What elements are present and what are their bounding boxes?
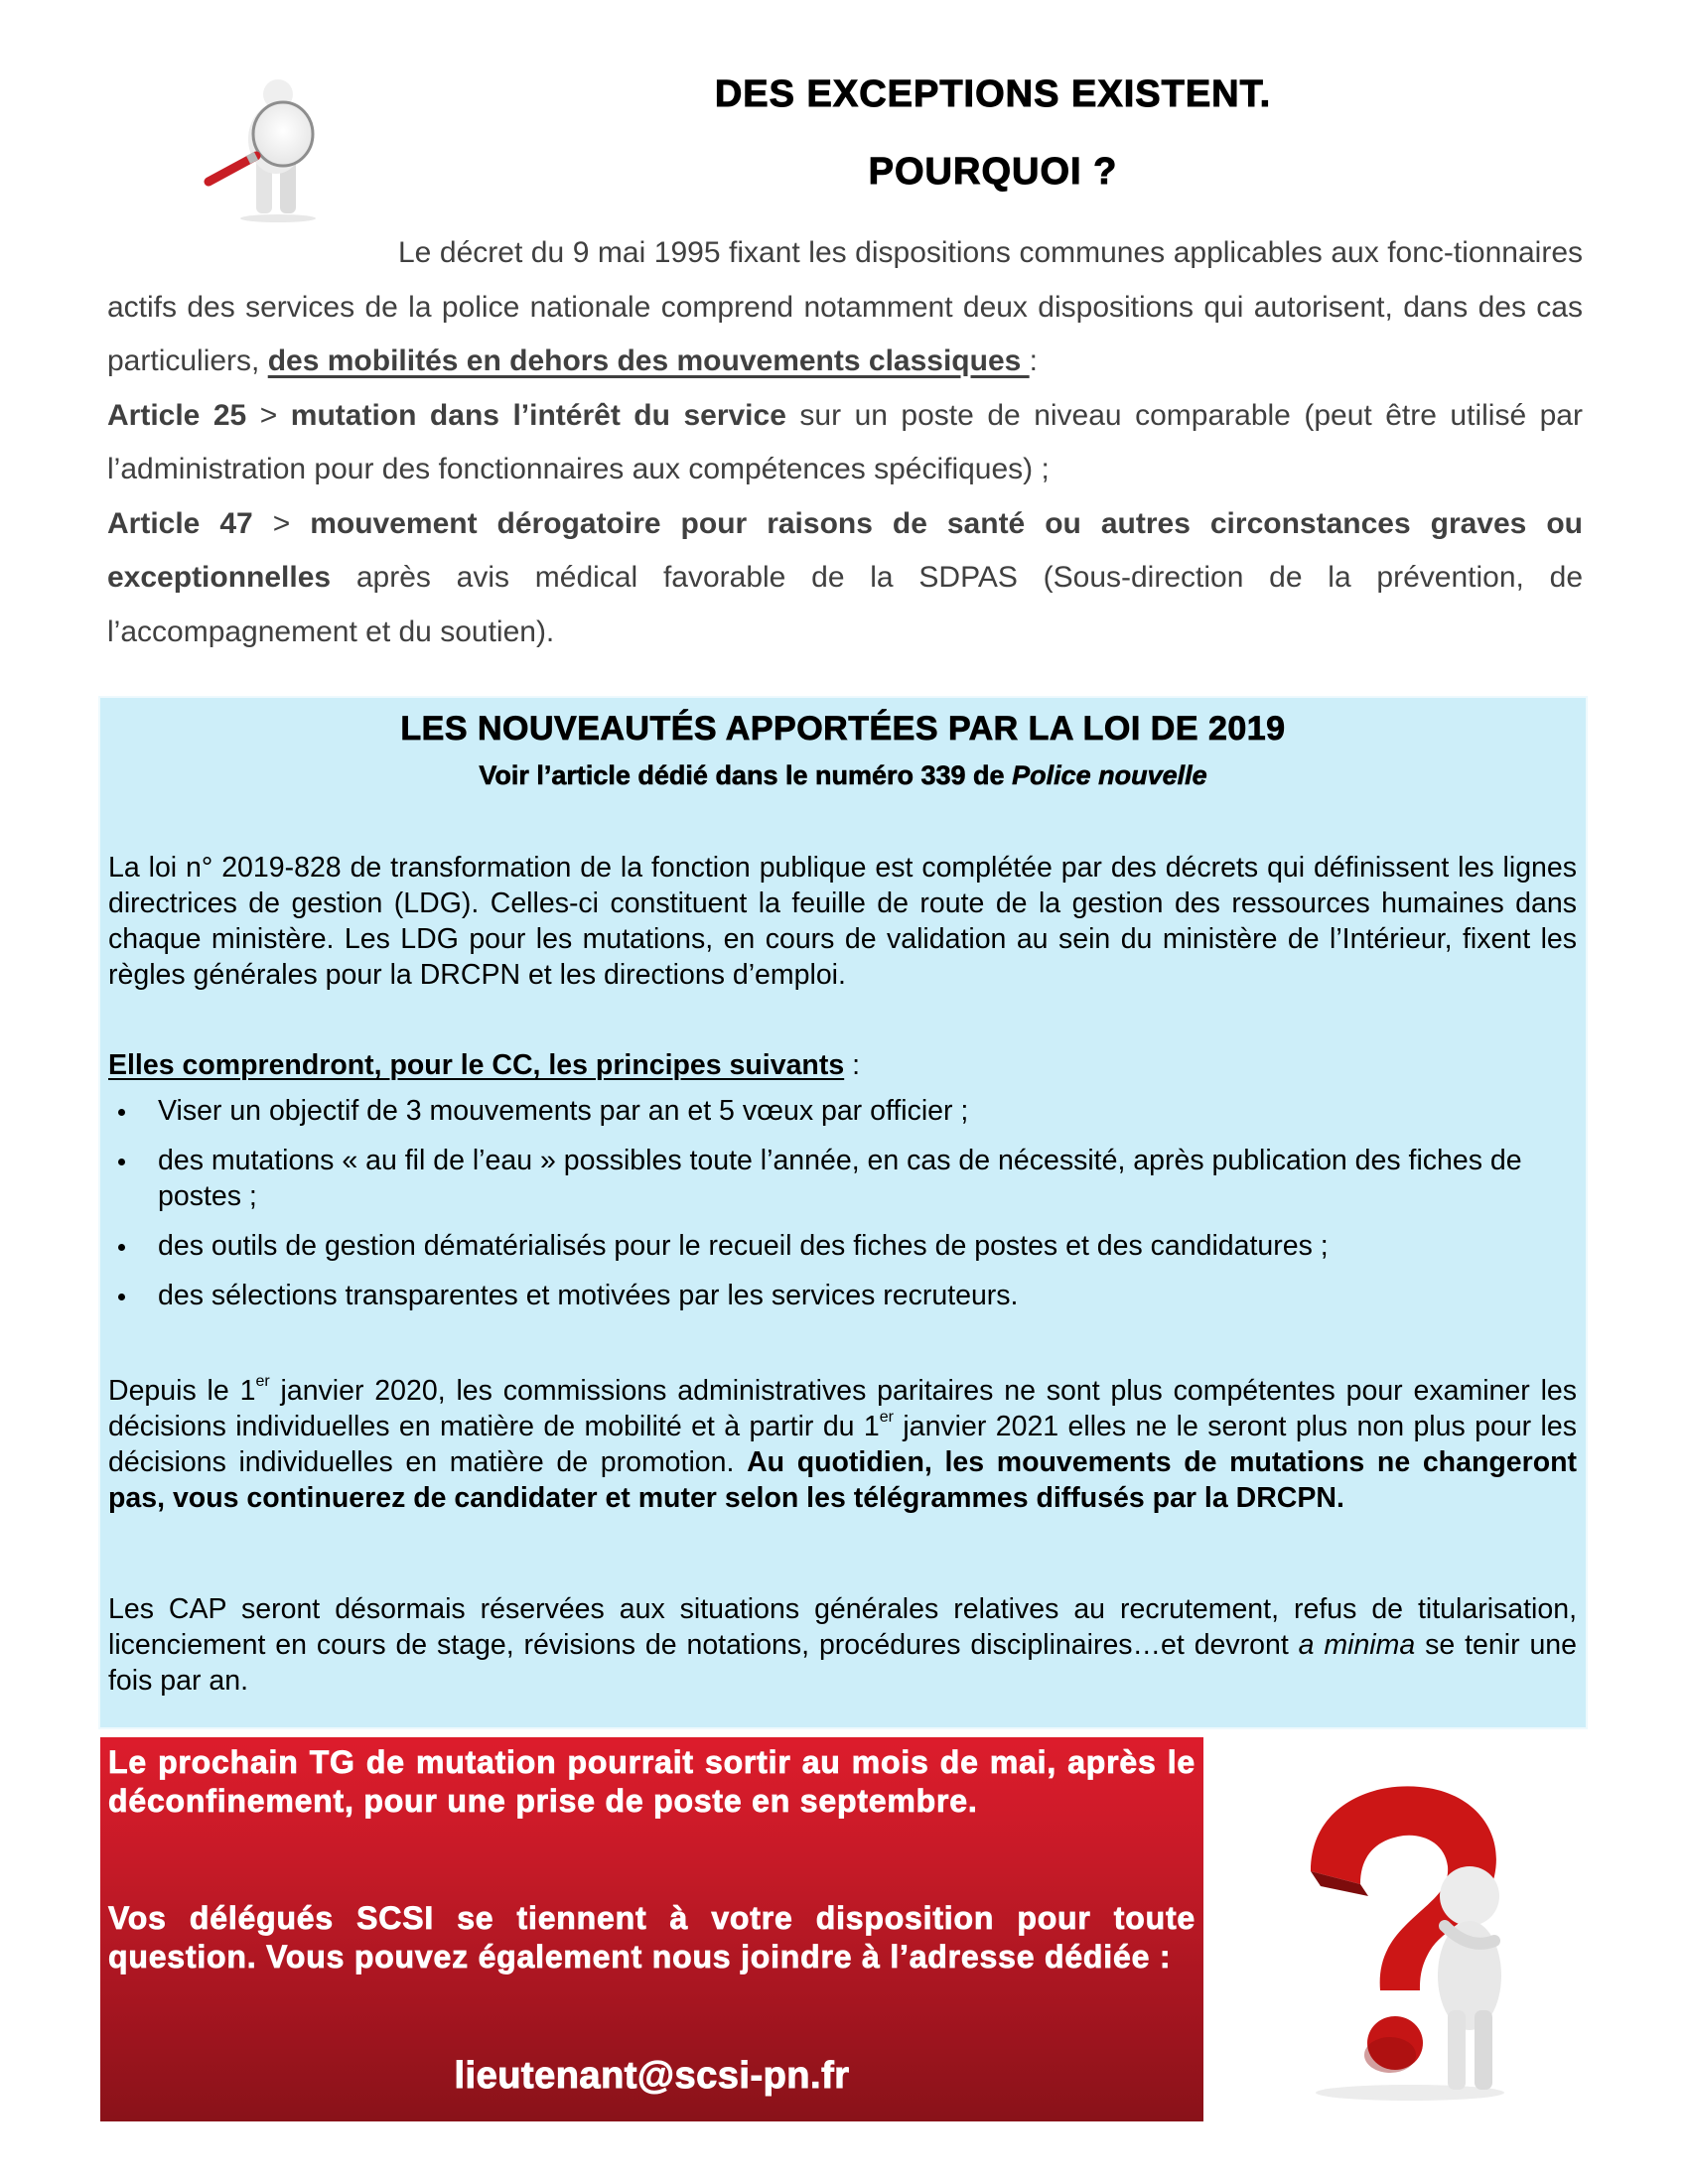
principles-heading: Elles comprendront, pour le CC, les principes suivants: [108, 1049, 845, 1081]
contact-email-link[interactable]: lieutenant@scsi-pn.fr: [454, 2055, 850, 2097]
italic-text: a minima: [1298, 1629, 1416, 1661]
intro-paragraph: [107, 226, 1583, 389]
callout-announcement: [108, 1743, 1196, 1821]
subtitle-text: Voir l’article dédié dans le numéro 339 de: [479, 760, 1013, 790]
arrow-icon: >: [252, 506, 311, 540]
article-47: [107, 497, 1583, 660]
article-47-text: après avis médical favorable de la SDPAS (Sous-direction de la prévention, de l’accompagnement et du soutien).: [107, 561, 1583, 648]
principles-list: [108, 1093, 1577, 1313]
news-paragraph-cap-scope: [108, 1591, 1577, 1699]
question-mark-figure-icon: [1281, 1777, 1529, 2105]
list-item-text: des mutations « au fil de l’eau » possibles toute l’année, en cas de nécessité, après publication des fiches de postes ;: [158, 1145, 1522, 1212]
intro-colon: :: [1029, 344, 1038, 377]
article-25-title: mutation dans l’intérêt du service: [290, 398, 786, 432]
news-paragraph-ldg: [108, 850, 1577, 993]
bullet-icon: [118, 1159, 125, 1165]
list-item-text: des outils de gestion dématérialisés pour le recueil des fiches de postes et des candidatures ;: [158, 1230, 1329, 1262]
news-box-subtitle: [100, 760, 1586, 791]
news-box: [100, 698, 1586, 1727]
principles-section: [108, 1047, 1577, 1327]
text-fragment: Les CAP seront désormais réservées aux situations générales relatives au recrutement, refus de titularisation, licenciement en cours de stage, révisions de notations, procédures disciplinaires…et devront: [108, 1593, 1577, 1661]
superscript: er: [879, 1409, 894, 1426]
article-47-label: Article 47: [107, 506, 253, 540]
contact-callout: [100, 1737, 1203, 2121]
text-fragment: janvier 2021 elles ne le seront plus non plus pour les décisions individuelles en matière de promotion.: [108, 1411, 1577, 1478]
list-item-text: des sélections transparentes et motivées par les services recruteurs.: [158, 1280, 1019, 1311]
news-paragraph-text: [108, 1591, 1577, 1699]
list-item: [108, 1143, 1577, 1214]
bullet-icon: [118, 1294, 125, 1300]
magnifying-glass-figure-icon: [199, 74, 348, 223]
callout-text: Vos délégués SCSI se tiennent à votre disposition pour toute question. Vous pouvez également nous joindre à l’adresse dédiée :: [108, 1900, 1196, 1975]
article-25: [107, 389, 1583, 497]
news-paragraph-text: [108, 1373, 1577, 1516]
news-box-title: LES NOUVEAUTÉS APPORTÉES PAR LA LOI DE 2019: [400, 710, 1286, 748]
intro-emphasis: des mobilités en dehors des mouvements classiques: [267, 344, 1030, 377]
text-fragment: janvier 2020, les commissions administratives paritaires ne sont plus compétentes pour examiner les décisions individuelles en matière de mobilité et à partir du 1: [108, 1375, 1577, 1442]
intro-text: Le décret du 9 mai 1995 fixant les dispositions communes applicables aux fonc-tionnaires actifs des services de la police nationale comprend notamment deux dispositions qui autorisent, dans des cas particuliers,: [107, 236, 1583, 377]
list-item: [108, 1278, 1577, 1313]
arrow-icon: >: [246, 398, 291, 432]
superscript: er: [255, 1373, 270, 1390]
article-47-title: mouvement dérogatoire pour raisons de santé ou autres circonstances graves ou exceptionnelles: [107, 506, 1583, 594]
emphasis-text: Au quotidien, les mouvements de mutations ne changeront pas, vous continuerez de candidater et muter selon les télégrammes diffusés par la DRCPN.: [108, 1446, 1578, 1514]
article-25-text: sur un poste de niveau comparable (peut être utilisé par l’administration pour des fonctionnaires aux compétences spécifiques) ;: [107, 398, 1583, 485]
news-paragraph-text: La loi n° 2019-828 de transformation de la fonction publique est complétée par des décrets qui définissent les lignes directrices de gestion (LDG). Celles-ci constituent la feuille de route de la gestion des ressources humaines dans chaque ministère. Les LDG pour les mutations, en cours de validation au sein du ministère de l’Intérieur, fixent les règles générales pour la DRCPN et les directions d’emploi.: [108, 852, 1577, 991]
callout-contact-info: [108, 1899, 1196, 1977]
intro-section: [107, 226, 1583, 659]
text-fragment: Depuis le 1: [108, 1375, 256, 1407]
news-paragraph-cap-2020: [108, 1373, 1577, 1516]
page-title-line1: DES EXCEPTIONS EXISTENT.: [714, 73, 1272, 115]
bullet-icon: [118, 1109, 125, 1116]
callout-text: Le prochain TG de mutation pourrait sortir au mois de mai, après le déconfinement, pour une prise de poste en septembre.: [108, 1744, 1196, 1819]
article-25-label: Article 25: [107, 398, 247, 432]
publication-name: Police nouvelle: [1012, 760, 1207, 790]
text-fragment: se tenir une fois par an.: [108, 1629, 1577, 1697]
list-item: [108, 1228, 1577, 1264]
principles-lead: [108, 1047, 1577, 1083]
list-item-text: Viser un objectif de 3 mouvements par an et 5 vœux par officier ;: [158, 1095, 969, 1127]
principles-colon: :: [844, 1049, 861, 1081]
bullet-icon: [118, 1244, 125, 1251]
page-title-line2: POURQUOI ?: [868, 151, 1118, 193]
list-item: [108, 1093, 1577, 1129]
